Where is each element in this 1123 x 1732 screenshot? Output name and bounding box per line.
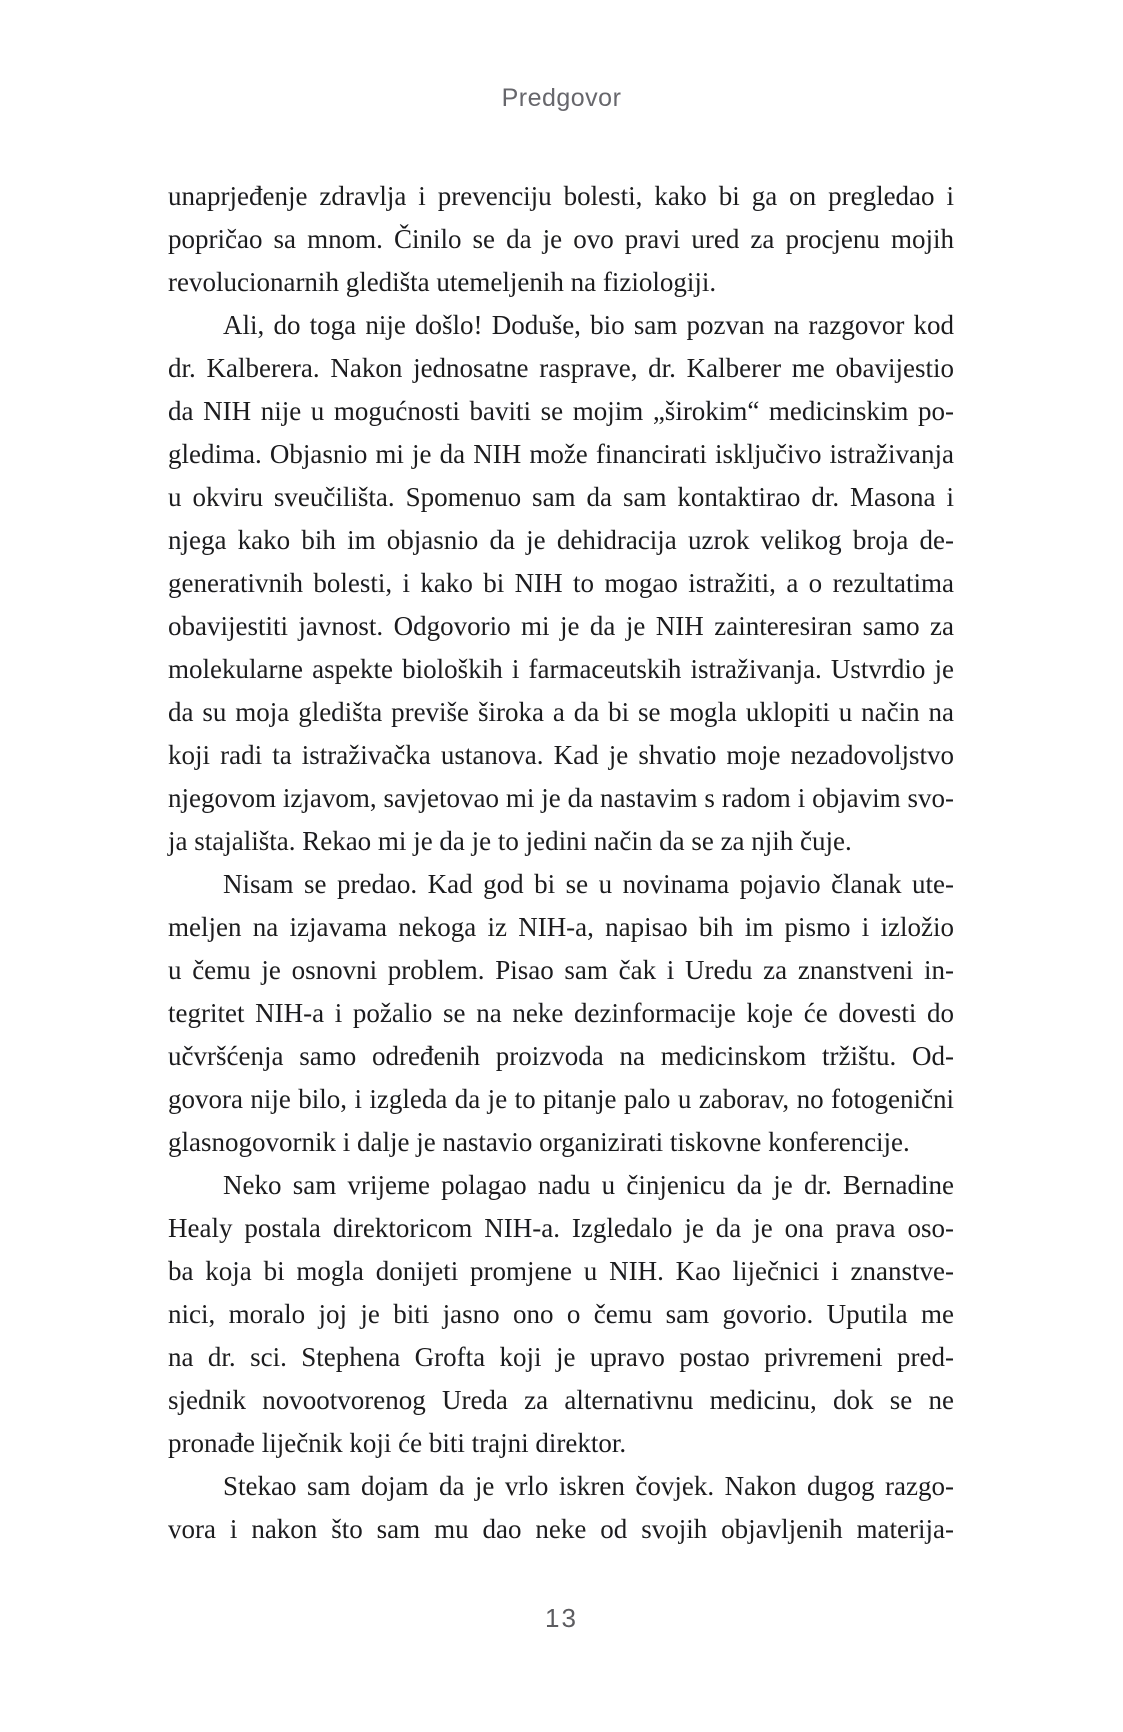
text-line: molekularne aspekte bioloških i farmaceutskih istraživanja. Ustvrdio je xyxy=(168,654,954,684)
text-line: gledima. Objasnio mi je da NIH može financirati isključivo istraživanja xyxy=(168,439,954,469)
text-line: Ali, do toga nije došlo! Doduše, bio sam pozvan na razgovor kod xyxy=(223,310,954,340)
text-line: glasnogovornik i dalje je nastavio organizirati tiskovne konferencije. xyxy=(168,1127,910,1157)
page-number: 13 xyxy=(545,1603,578,1633)
text-line: generativnih bolesti, i kako bi NIH to mogao istražiti, a o rezultatima xyxy=(168,568,954,598)
text-line: obavijestiti javnost. Odgovorio mi je da je NIH zainteresiran samo za xyxy=(168,611,954,641)
text-line: na dr. sci. Stephena Grofta koji je upravo postao privremeni pred- xyxy=(168,1342,954,1372)
text-line: da su moja gledišta previše široka a da bi se mogla uklopiti u način na xyxy=(168,697,954,727)
text-line: popričao sa mnom. Činilo se da je ovo pravi ured za procjenu mojih xyxy=(168,224,954,254)
text-line: tegritet NIH-a i požalio se na neke dezinformacije koje će dovesti do xyxy=(168,998,954,1028)
text-line: nici, moralo joj je biti jasno ono o čemu sam govorio. Uputila me xyxy=(168,1299,954,1329)
text-line: njega kako bih im objasnio da je dehidracija uzrok velikog broja de- xyxy=(168,525,954,555)
text-line: Healy postala direktoricom NIH-a. Izgledalo je da je ona prava oso- xyxy=(168,1213,954,1243)
text-line: ja stajališta. Rekao mi je da je to jedini način da se za njih čuje. xyxy=(168,826,852,856)
text-line: govora nije bilo, i izgleda da je to pitanje palo u zaborav, no fotogenični xyxy=(168,1084,954,1114)
text-line: koji radi ta istraživačka ustanova. Kad je shvatio moje nezadovoljstvo xyxy=(168,740,954,770)
body-text xyxy=(168,175,954,1551)
text-line: u okviru sveučilišta. Spomenuo sam da sam kontaktirao dr. Masona i xyxy=(168,482,954,512)
text-line: Neko sam vrijeme polagao nadu u činjenicu da je dr. Bernadine xyxy=(223,1170,954,1200)
text-line: učvršćenja samo određenih proizvoda na medicinskom tržištu. Od- xyxy=(168,1041,954,1071)
text-line: ba koja bi mogla donijeti promjene u NIH. Kao liječnici i znanstve- xyxy=(168,1256,954,1286)
page-header: Predgovor xyxy=(501,84,622,112)
text-line: meljen na izjavama nekoga iz NIH-a, napisao bih im pismo i izložio xyxy=(168,912,954,942)
text-line: u čemu je osnovni problem. Pisao sam čak i Uredu za znanstveni in- xyxy=(168,955,954,985)
text-line: revolucionarnih gledišta utemeljenih na fiziologiji. xyxy=(168,267,717,297)
text-line: unaprjeđenje zdravlja i prevenciju bolesti, kako bi ga on pregledao i xyxy=(168,181,954,211)
text-line: vora i nakon što sam mu dao neke od svojih objavljenih materija- xyxy=(168,1514,954,1544)
text-line: pronađe liječnik koji će biti trajni direktor. xyxy=(168,1428,627,1458)
text-line: da NIH nije u mogućnosti baviti se mojim „širokim“ medicinskim po- xyxy=(168,396,954,426)
text-line: njegovom izjavom, savjetovao mi je da nastavim s radom i objavim svo- xyxy=(168,783,954,813)
text-line: Stekao sam dojam da je vrlo iskren čovjek. Nakon dugog razgo- xyxy=(223,1471,954,1501)
text-line: dr. Kalberera. Nakon jednosatne rasprave, dr. Kalberer me obavijestio xyxy=(168,353,954,383)
text-line: Nisam se predao. Kad god bi se u novinama pojavio članak ute- xyxy=(223,869,954,899)
text-line: sjednik novootvorenog Ureda za alternativnu medicinu, dok se ne xyxy=(168,1385,954,1415)
